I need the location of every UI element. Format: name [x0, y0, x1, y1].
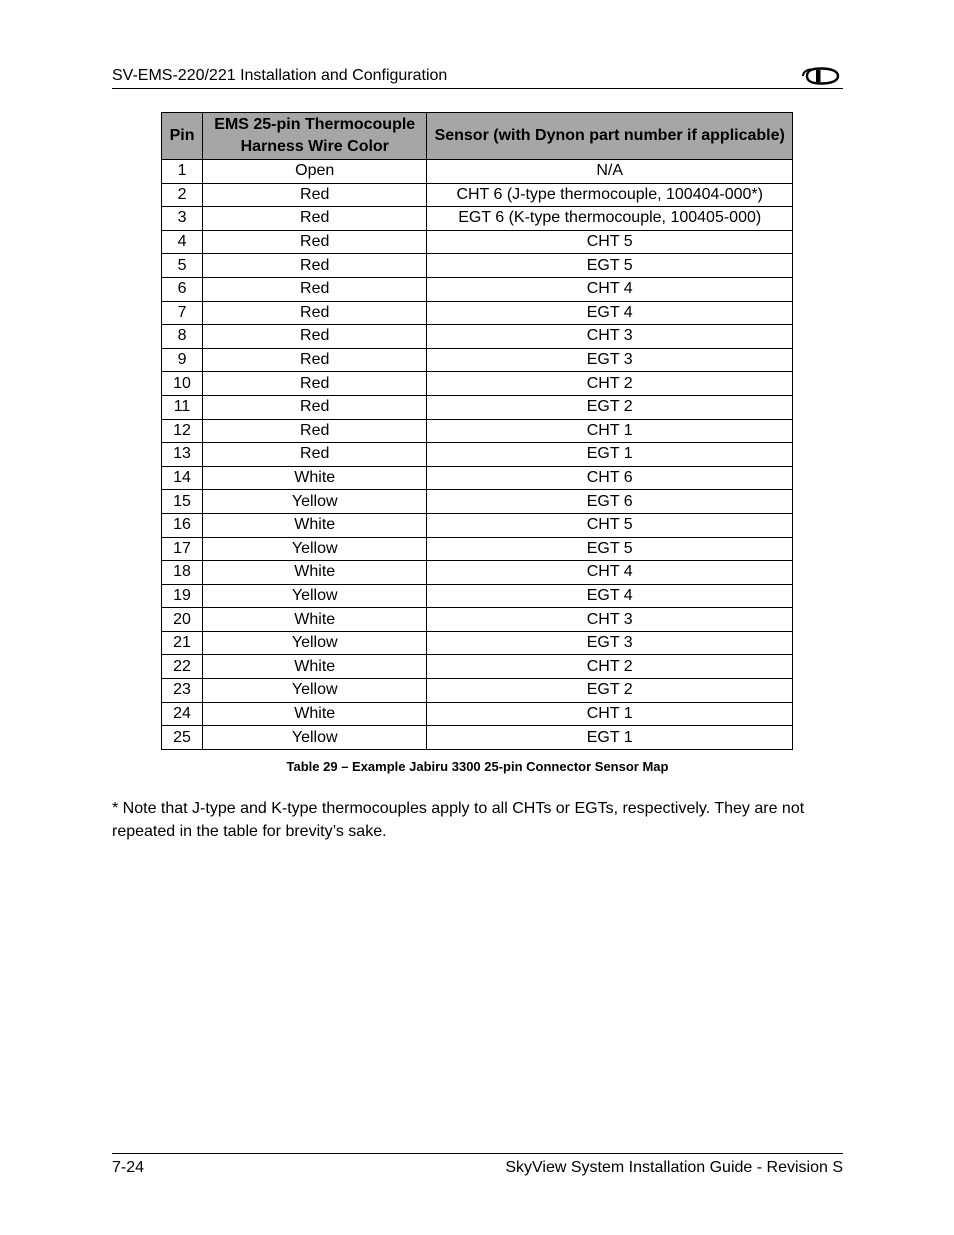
cell-wire-color: Red [203, 325, 427, 349]
table-row [162, 372, 793, 396]
cell-wire-color: Yellow [203, 679, 427, 703]
cell-pin: 19 [162, 584, 203, 608]
cell-pin: 3 [162, 207, 203, 231]
cell-pin: 13 [162, 443, 203, 467]
cell-wire-color: White [203, 466, 427, 490]
table-row [162, 584, 793, 608]
cell-sensor: CHT 4 [427, 561, 793, 585]
table-row [162, 561, 793, 585]
cell-sensor: EGT 6 [427, 490, 793, 514]
table-row [162, 466, 793, 490]
column-header-pin: Pin [162, 113, 203, 160]
cell-sensor: N/A [427, 160, 793, 184]
table-row [162, 207, 793, 231]
cell-wire-color: Yellow [203, 490, 427, 514]
cell-wire-color: Red [203, 443, 427, 467]
table-row [162, 419, 793, 443]
table-row [162, 513, 793, 537]
cell-sensor: EGT 1 [427, 443, 793, 467]
cell-pin: 4 [162, 230, 203, 254]
cell-wire-color: Yellow [203, 537, 427, 561]
cell-wire-color: Red [203, 207, 427, 231]
sensor-map-table [161, 112, 793, 750]
cell-sensor: CHT 6 [427, 466, 793, 490]
cell-sensor: EGT 2 [427, 679, 793, 703]
cell-pin: 2 [162, 183, 203, 207]
cell-pin: 5 [162, 254, 203, 278]
cell-pin: 22 [162, 655, 203, 679]
cell-pin: 15 [162, 490, 203, 514]
cell-sensor: CHT 2 [427, 372, 793, 396]
cell-pin: 25 [162, 726, 203, 750]
table-body [162, 160, 793, 750]
table-row [162, 608, 793, 632]
cell-sensor: CHT 6 (J-type thermocouple, 100404-000*) [427, 183, 793, 207]
table-row [162, 395, 793, 419]
cell-pin: 21 [162, 631, 203, 655]
table-row [162, 301, 793, 325]
cell-pin: 11 [162, 395, 203, 419]
cell-wire-color: White [203, 702, 427, 726]
footnote: * Note that J-type and K-type thermocouples apply to all CHTs or EGTs, respectively. They are not repeated in the table for brevity’s sake. [112, 800, 805, 840]
cell-pin: 12 [162, 419, 203, 443]
cell-wire-color: Open [203, 160, 427, 184]
table-row [162, 679, 793, 703]
dynon-logo-icon [801, 67, 841, 85]
cell-wire-color: Red [203, 348, 427, 372]
table-row [162, 537, 793, 561]
cell-sensor: EGT 1 [427, 726, 793, 750]
cell-pin: 10 [162, 372, 203, 396]
cell-sensor: CHT 3 [427, 608, 793, 632]
column-header-sensor: Sensor (with Dynon part number if applicable) [427, 113, 793, 160]
header-title: SV-EMS-220/221 Installation and Configuration [112, 67, 448, 84]
cell-wire-color: Red [203, 372, 427, 396]
cell-sensor: CHT 4 [427, 277, 793, 301]
cell-wire-color: Red [203, 254, 427, 278]
cell-wire-color: White [203, 655, 427, 679]
cell-sensor: CHT 2 [427, 655, 793, 679]
table-row [162, 277, 793, 301]
table-row [162, 702, 793, 726]
cell-wire-color: Yellow [203, 726, 427, 750]
cell-wire-color: Red [203, 301, 427, 325]
cell-pin: 1 [162, 160, 203, 184]
table-header-row [162, 113, 793, 160]
cell-wire-color: Yellow [203, 584, 427, 608]
cell-pin: 24 [162, 702, 203, 726]
cell-sensor: CHT 1 [427, 702, 793, 726]
cell-sensor: CHT 5 [427, 513, 793, 537]
page-header [112, 64, 843, 89]
cell-sensor: EGT 5 [427, 537, 793, 561]
column-header-wire-color: EMS 25-pin Thermocouple Harness Wire Color [203, 113, 427, 160]
cell-sensor: EGT 6 (K-type thermocouple, 100405-000) [427, 207, 793, 231]
cell-wire-color: Red [203, 277, 427, 301]
table-row [162, 655, 793, 679]
cell-pin: 6 [162, 277, 203, 301]
cell-wire-color: Yellow [203, 631, 427, 655]
cell-wire-color: White [203, 608, 427, 632]
cell-pin: 7 [162, 301, 203, 325]
table-row [162, 443, 793, 467]
footer-doc-title: SkyView System Installation Guide - Revision S [505, 1159, 843, 1176]
cell-pin: 9 [162, 348, 203, 372]
cell-wire-color: White [203, 513, 427, 537]
table-row [162, 160, 793, 184]
table-row [162, 348, 793, 372]
cell-sensor: CHT 1 [427, 419, 793, 443]
cell-sensor: EGT 5 [427, 254, 793, 278]
table-row [162, 230, 793, 254]
cell-wire-color: Red [203, 230, 427, 254]
table-row [162, 631, 793, 655]
cell-pin: 20 [162, 608, 203, 632]
cell-sensor: EGT 3 [427, 631, 793, 655]
table-caption: Table 29 – Example Jabiru 3300 25-pin Connector Sensor Map [286, 759, 669, 774]
table-row [162, 726, 793, 750]
cell-sensor: EGT 3 [427, 348, 793, 372]
cell-wire-color: Red [203, 419, 427, 443]
cell-wire-color: Red [203, 183, 427, 207]
cell-sensor: CHT 3 [427, 325, 793, 349]
cell-pin: 18 [162, 561, 203, 585]
page-footer [112, 1153, 843, 1184]
cell-sensor: EGT 4 [427, 584, 793, 608]
cell-wire-color: White [203, 561, 427, 585]
cell-pin: 23 [162, 679, 203, 703]
cell-pin: 14 [162, 466, 203, 490]
table-row [162, 490, 793, 514]
cell-sensor: EGT 4 [427, 301, 793, 325]
table-row [162, 254, 793, 278]
table-row [162, 325, 793, 349]
cell-pin: 16 [162, 513, 203, 537]
cell-sensor: CHT 5 [427, 230, 793, 254]
cell-pin: 17 [162, 537, 203, 561]
page-number: 7-24 [112, 1159, 145, 1176]
cell-wire-color: Red [203, 395, 427, 419]
cell-pin: 8 [162, 325, 203, 349]
cell-sensor: EGT 2 [427, 395, 793, 419]
table-row [162, 183, 793, 207]
